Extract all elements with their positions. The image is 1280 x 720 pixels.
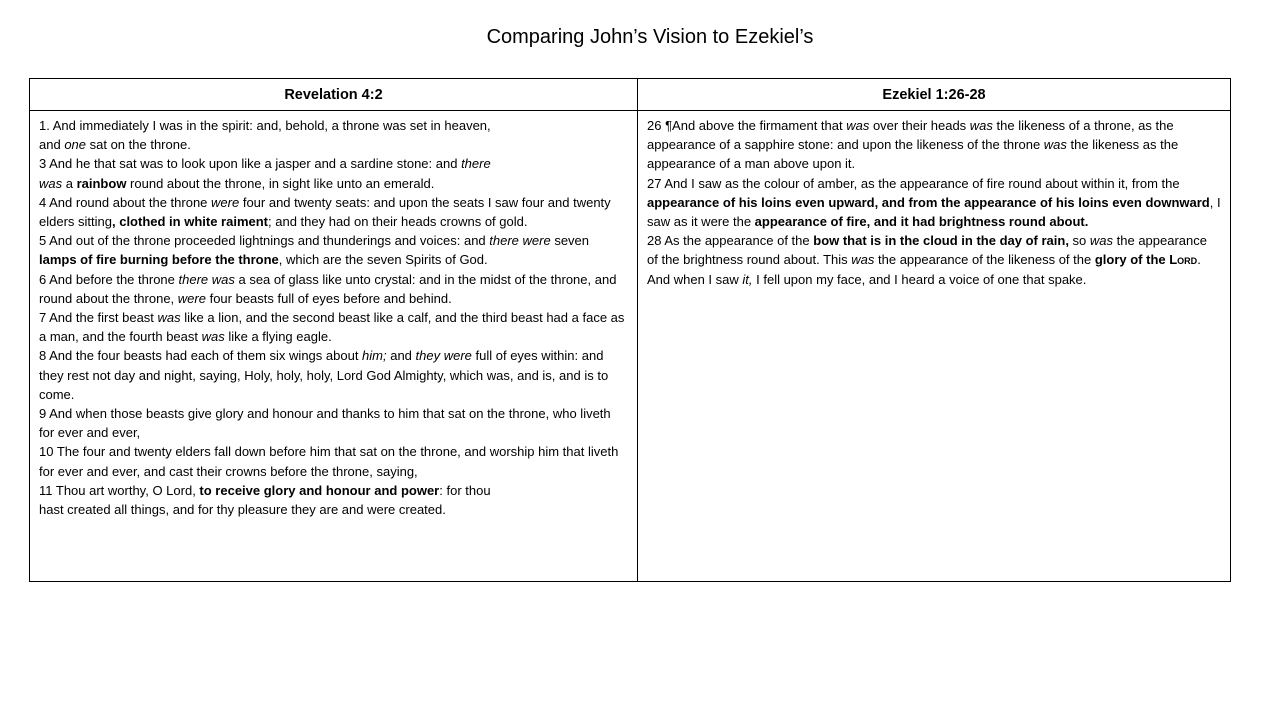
italic-text: there were (489, 233, 551, 249)
bold-text: to receive glory and honour and power (199, 482, 440, 498)
italic-text: were (177, 290, 206, 306)
verse-paragraph: 1. And immediately I was in the spirit: and, behold, a throne was set in heaven, and one sat on the throne. (39, 118, 491, 153)
verse-paragraph: 8 And the four beasts had each of them six wings about him; and they were full of eyes within: and they rest not day and night, saying, Holy, holy, holy, Lord God Almighty, which was, and is, and is to come. (39, 348, 609, 402)
bold-text: Lord (1169, 252, 1198, 268)
italic-text: was (1089, 233, 1114, 249)
verse-paragraph: 28 As the appearance of the bow that is in the cloud in the day of rain, so was the appearance of the brightness round about. This was the appearance of the likeness of the glory of the Lord. And when I saw it, I fell upon my face, and I heard a voice of one that spake. (647, 233, 1207, 287)
italic-text: was (969, 118, 993, 133)
comparison-table (29, 78, 1231, 582)
verse-paragraph: 26 ¶And above the firmament that was over their heads was the likeness of a throne, as the appearance of a sapphire stone: and upon the likeness of the throne was the likeness as the appearance of a man above upon it. (647, 118, 1179, 172)
table-header-row (30, 79, 1231, 111)
verse-paragraph: 9 And when those beasts give glory and honour and thanks to him that sat on the throne, who liveth for ever and ever, (39, 406, 611, 441)
table-body-row (30, 111, 1231, 582)
slide-title: Comparing John’s Vision to Ezekiel’s (486, 26, 814, 48)
verse-paragraph: 3 And he that sat was to look upon like a jasper and a sardine stone: and there was a rainbow round about the throne, in sight like unto an emerald. (39, 156, 491, 191)
verse-paragraph: 10 The four and twenty elders fall down before him that sat on the throne, and worship him that liveth for ever and ever, and cast their crowns before the throne, saying, (39, 444, 619, 479)
bold-text: appearance of fire, and it had brightness round about. (754, 214, 1089, 230)
verse-paragraph: 11 Thou art worthy, O Lord, to receive glory and honour and power: for thou hast created all things, and for thy pleasure they are and were created. (39, 482, 491, 518)
bold-text: appearance of his loins even upward, and from the appearance of his loins even downward (647, 194, 1210, 210)
italic-text: him; (362, 348, 387, 364)
italic-text: one (64, 137, 87, 153)
italic-text: was (1043, 137, 1067, 153)
italic-text: there (461, 156, 491, 172)
ezekiel-text-cell (638, 111, 1231, 582)
verse-paragraph: 5 And out of the throne proceeded lightnings and thunderings and voices: and there were seven lamps of fire burning before the throne, which are the seven Spirits of God. (39, 233, 590, 268)
bold-text: bow that is in the cloud in the day of rain, (813, 233, 1069, 249)
italic-text: were (211, 194, 240, 210)
verse-paragraph: 27 And I saw as the colour of amber, as the appearance of fire round about within it, from the appearance of his loins even upward, and from the appearance of his loins even downward, I saw as it were the appearance of fire, and it had brightness round about. (647, 175, 1221, 230)
italic-text: there was (178, 271, 235, 287)
italic-text: they were (415, 348, 472, 364)
verse-paragraph: 7 And the first beast was like a lion, and the second beast like a calf, and the third beast had a face as a man, and the fourth beast was like a flying eagle. (39, 310, 625, 345)
bold-text: glory of the (1094, 252, 1170, 268)
verse-paragraph: 4 And round about the throne were four and twenty seats: and upon the seats I saw four and twenty elders sitting, clothed in white raiment; and they had on their heads crowns of gold. (39, 194, 611, 230)
italic-text: was (201, 329, 225, 345)
italic-text: was (157, 310, 181, 326)
bold-text: lamps of fire burning before the throne (39, 252, 279, 268)
verse-paragraph: 6 And before the throne there was a sea of glass like unto crystal: and in the midst of the throne, and round about the throne, were four beasts full of eyes before and behind. (39, 271, 617, 306)
bold-text: , clothed in white raiment (111, 214, 269, 230)
header-ezekiel: Ezekiel 1:26-28 (638, 79, 1231, 111)
italic-text: was (39, 175, 63, 191)
header-revelation: Revelation 4:2 (30, 79, 638, 111)
bold-text: rainbow (76, 175, 127, 191)
revelation-text-cell (30, 111, 638, 582)
italic-text: was (851, 252, 875, 268)
italic-text: was (846, 118, 870, 133)
italic-text: it, (742, 271, 753, 287)
